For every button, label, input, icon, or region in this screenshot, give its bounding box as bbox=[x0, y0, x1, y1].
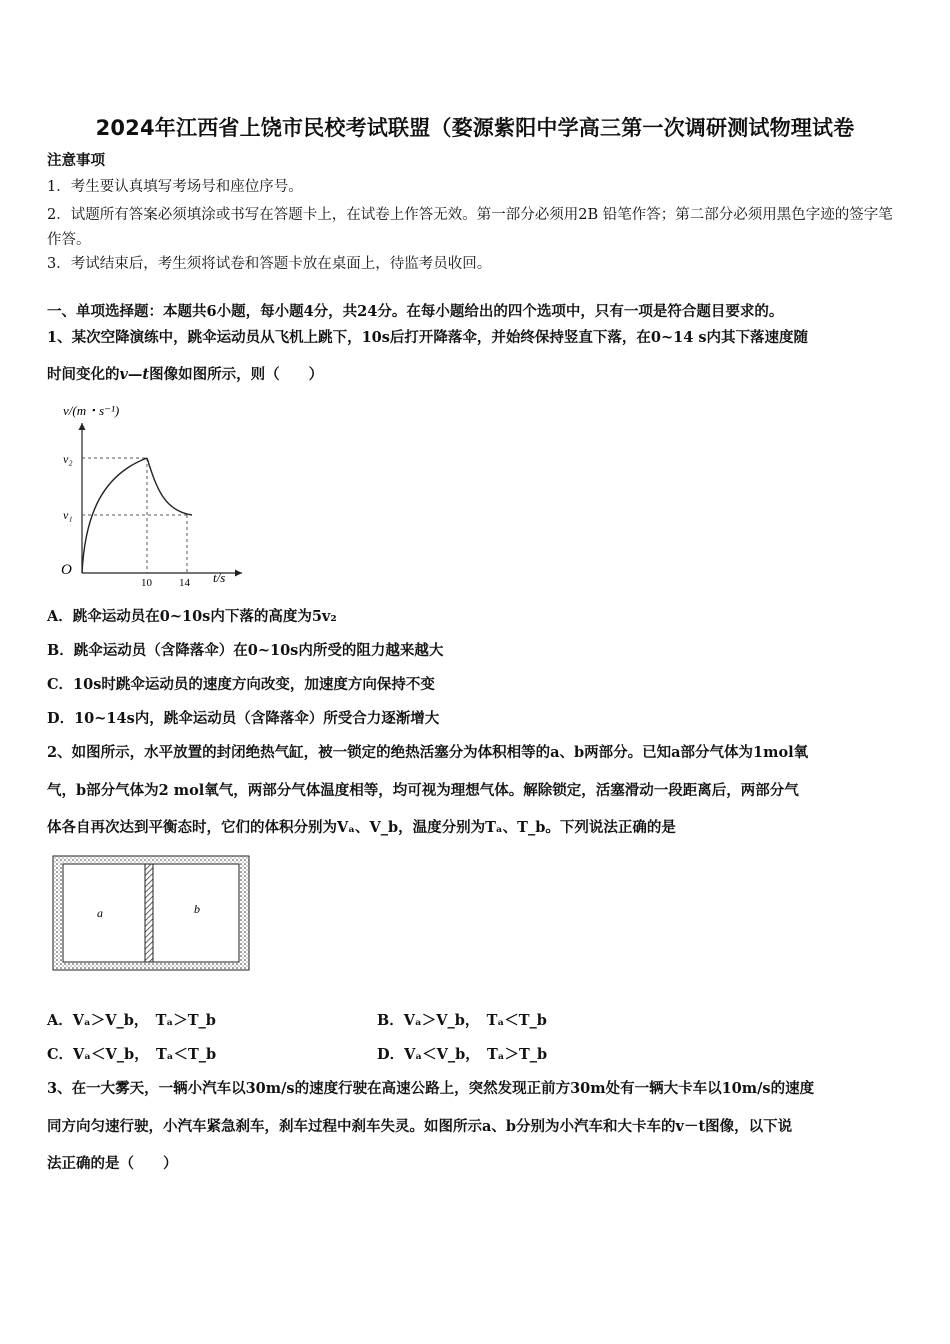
section1-heading: 一、单项选择题：本题共6小题，每小题4分，共24分。在每小题给出的四个选项中，只有一项是符合题目要求的。 bbox=[47, 303, 784, 320]
notice-item-1: 1．考生要认真填写考场号和座位序号。 bbox=[47, 179, 303, 195]
notice-item-2: 2．试题所有答案必须填涂或书写在答题卡上，在试卷上作答无效。第一部分必须用2B 铅笔作答；第二部分必须用黑色字迹的签字笔作答。 bbox=[47, 207, 893, 248]
q3-stem-line1: 3、在一大雾天，一辆小汽车以30m/s的速度行驶在高速公路上，突然发现正前方30m处有一辆大卡车以10m/s的速度 bbox=[47, 1080, 815, 1097]
x-axis-label: t/s bbox=[213, 570, 226, 585]
notice-item-3: 3．考试结束后，考生须将试卷和答题卡放在桌面上，待监考员收回。 bbox=[47, 256, 492, 272]
q1-vt-graph bbox=[47, 395, 257, 595]
tick-10: 10 bbox=[141, 577, 152, 589]
q1-stem-var: v—t bbox=[119, 366, 150, 383]
origin-label: O bbox=[61, 562, 72, 578]
q1-option-c: C．10s时跳伞运动员的速度方向改变，加速度方向保持不变 bbox=[47, 676, 435, 693]
q2-stem-line3: 体各自再次达到平衡态时，它们的体积分别为Vₐ、V_b，温度分别为Tₐ、T_b。下列说法正确的是 bbox=[47, 819, 676, 836]
q1-stem-line1: 1、某次空降演练中，跳伞运动员从飞机上跳下，10s后打开降落伞，并始终保持竖直下落，在0~14 s内其下落速度随 bbox=[47, 329, 809, 346]
q2-stem-line2: 气，b部分气体为2 mol氧气，两部分气体温度相等，均可视为理想气体。解除锁定，活塞滑动一段距离后，两部分气 bbox=[47, 782, 799, 799]
page-title: 2024年江西省上饶市民校考试联盟（婺源紫阳中学高三第一次调研测试物理试卷 bbox=[95, 116, 855, 140]
q2-cylinder-figure bbox=[52, 855, 252, 973]
y-axis-label: v/(m・s⁻¹) bbox=[63, 403, 120, 418]
q2-stem-line1: 2、如图所示，水平放置的封闭绝热气缸，被一锁定的绝热活塞分为体积相等的a、b两部分。已知a部分气体为1mol氧 bbox=[47, 744, 809, 761]
label-b: b bbox=[194, 902, 200, 916]
label-a: a bbox=[97, 906, 103, 920]
tick-v2: v₂ bbox=[63, 452, 73, 466]
q1-option-b: B．跳伞运动员（含降落伞）在0~10s内所受的阻力越来越大 bbox=[47, 642, 444, 659]
q3-stem-line2: 同方向匀速行驶，小汽车紧急刹车，刹车过程中刹车失灵。如图所示a、b分别为小汽车和大卡车的v－t图像，以下说 bbox=[47, 1118, 793, 1135]
notice-heading: 注意事项 bbox=[47, 152, 105, 169]
q1-option-a: A．跳伞运动员在0~10s内下落的高度为5v₂ bbox=[47, 608, 337, 625]
curve-decelerating bbox=[147, 458, 192, 515]
q2-option-d: D．Vₐ＜V_b， Tₐ＞T_b bbox=[377, 1046, 548, 1063]
tick-14: 14 bbox=[179, 577, 190, 589]
q3-stem-line3: 法正确的是（ ） bbox=[47, 1155, 178, 1172]
piston bbox=[145, 864, 153, 962]
q2-option-a: A．Vₐ＞V_b， Tₐ＞T_b bbox=[47, 1012, 216, 1029]
q1-stem-line2 bbox=[47, 365, 907, 385]
q1-option-d: D．10~14s内，跳伞运动员（含降落伞）所受合力逐渐增大 bbox=[47, 710, 440, 727]
q1-stem-suffix: 图像如图所示，则（ ） bbox=[149, 366, 324, 383]
q2-option-c: C．Vₐ＜V_b， Tₐ＜T_b bbox=[47, 1046, 217, 1063]
tick-v1: v₁ bbox=[63, 508, 73, 522]
q2-option-b: B．Vₐ＞V_b， Tₐ＜T_b bbox=[377, 1012, 547, 1029]
q1-stem-prefix: 时间变化的 bbox=[47, 366, 120, 383]
